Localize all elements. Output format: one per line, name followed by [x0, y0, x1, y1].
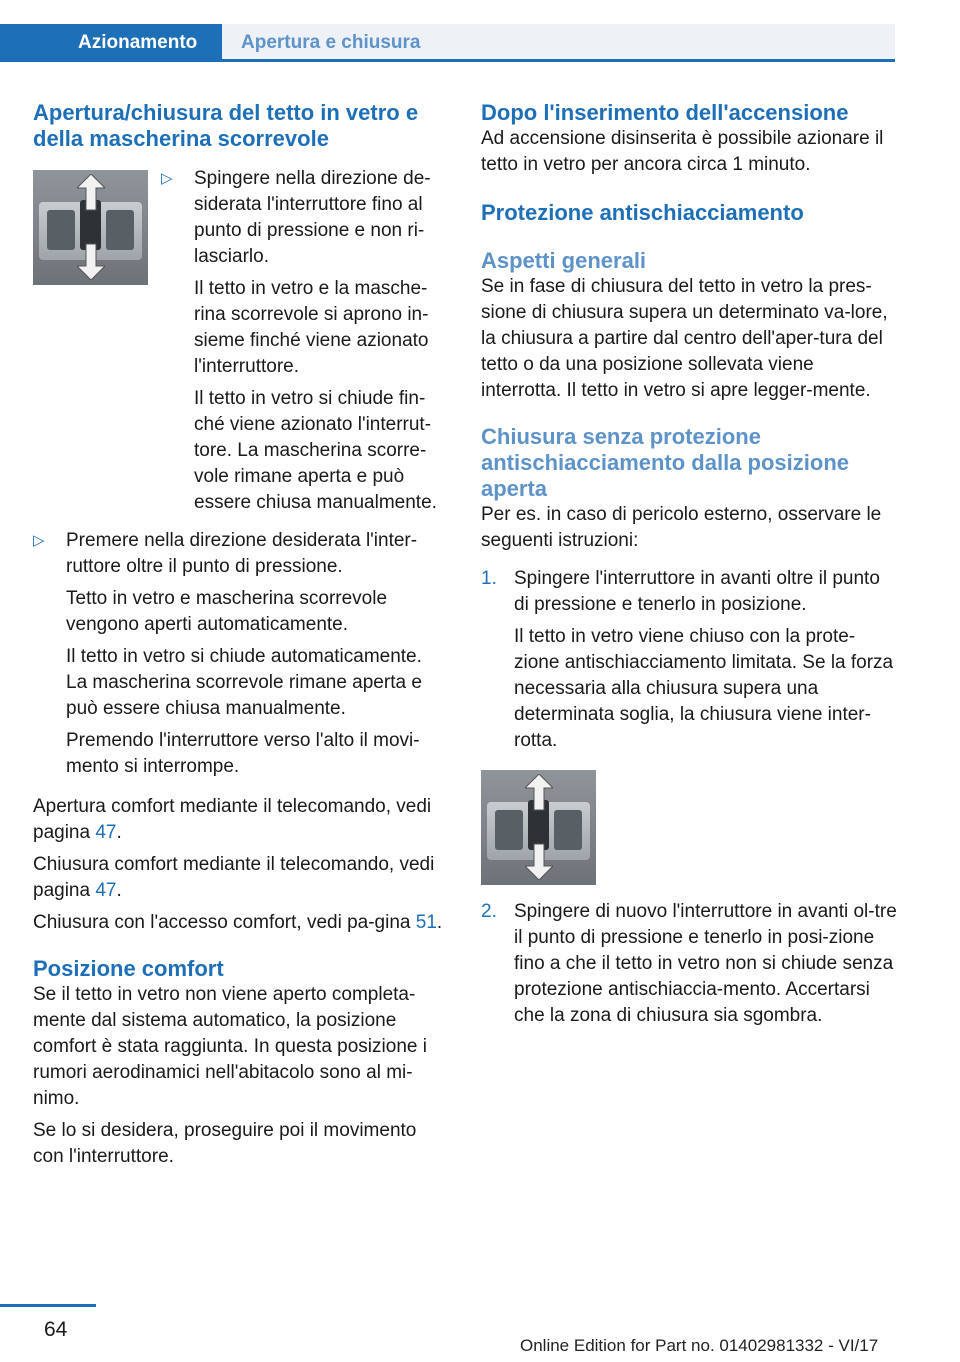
tab-apertura-chiusura[interactable]: Apertura e chiusura — [222, 24, 895, 59]
reference-accesso-comfort: Chiusura con l'accesso comfort, vedi pa-gina 51. — [33, 912, 443, 933]
bullet-item-2 — [33, 528, 448, 780]
aspetti-paragraph: Se in fase di chiusura del tetto in vetro la pres-sione di chiusura supera un determinato va-lore, la chiusura a partire dal centro dell'aper-tura del tetto o da una posizione sollevata viene interrotta. Il tetto in vetro si apre legger-mente. — [481, 276, 888, 401]
reference-chiusura-comfort: Chiusura comfort mediante il telecomando, vedi pagina 47. — [33, 854, 435, 901]
page-link-51[interactable]: 51 — [415, 912, 437, 933]
bullet1-text-2: Il tetto in vetro e la masche-rina scorrevole si aprono in-sieme finché viene azionato l'interruttore. — [194, 278, 429, 377]
step-1 — [481, 566, 897, 754]
subsection-chiusura-senza-protezione: Chiusura senza protezione antischiacciamento dalla posizione aperta — [481, 424, 849, 501]
switch-photo — [33, 170, 148, 285]
section-title-apertura: Apertura/chiusura del tetto in vetro e della mascherina scorrevole — [33, 100, 419, 151]
reference-text: Chiusura comfort mediante il telecomando, vedi pagina — [33, 854, 435, 901]
bullet1-text-1: Spingere nella direzione de-siderata l'interruttore fino al punto di pressione e non ri-lasciarlo. — [194, 168, 431, 267]
left-column — [33, 100, 448, 1170]
step-2 — [481, 899, 897, 1029]
comfort-paragraph-2: Se lo si desidera, proseguire poi il movimento con l'interruttore. — [33, 1120, 417, 1167]
header-tabs — [0, 24, 895, 62]
console-button-left — [47, 210, 75, 250]
right-column — [481, 100, 897, 1029]
bullet2-text-1: Premere nella direzione desiderata l'inter-ruttore oltre il punto di pressione. — [66, 530, 418, 577]
bullet-triangle-icon: ▷ — [33, 532, 45, 549]
step-number: 1. — [481, 568, 497, 589]
console-button-left — [495, 810, 523, 850]
page-link-47[interactable]: 47 — [95, 822, 117, 843]
step-number: 2. — [481, 901, 497, 922]
subsection-aspetti-generali: Aspetti generali — [481, 248, 647, 273]
page-link-47[interactable]: 47 — [95, 880, 117, 901]
reference-text: Apertura comfort mediante il telecomando, vedi pagina — [33, 796, 432, 843]
step2-text-1: Spingere di nuovo l'interruttore in avanti ol-tre il punto di pressione e tenerlo in posi-zione fino a che il tetto in vetro non si chiude senza protezione antischiaccia-mento. Accertarsi che la zona di chiusura sia sgombra. — [514, 901, 897, 1026]
bullet2-text-4: Premendo l'interruttore verso l'alto il movi-mento si interrompe. — [66, 730, 420, 777]
comfort-paragraph-1: Se il tetto in vetro non viene aperto completa-mente dal sistema automatico, la posizione comfort è stata raggiunta. In questa posizione i rumori aerodinamici nell'abitacolo sono al mi-nimo. — [33, 984, 427, 1109]
bullet-item-1 — [161, 166, 448, 516]
step1-text-1: Spingere l'interruttore in avanti oltre il punto di pressione e tenerlo in posizione. — [514, 568, 880, 615]
bullet1-text-3: Il tetto in vetro si chiude fin-ché viene azionato l'interrut-tore. La mascherina scorre-vole rimane aperta e può essere chiusa manualmente. — [194, 388, 437, 513]
step1-text-2: Il tetto in vetro viene chiuso con la prote-zione antischiacciamento limitata. Se la forza necessaria alla chiusura supera una determinata soglia, la chiusura viene inter-rotta. — [514, 626, 894, 751]
bullet2-text-2: Tetto in vetro e mascherina scorrevole vengono aperti automaticamente. — [66, 588, 388, 635]
bullet-triangle-icon: ▷ — [161, 170, 173, 187]
reference-text: Chiusura con l'accesso comfort, vedi pa-gina — [33, 912, 416, 933]
switch-photo-2 — [481, 770, 596, 885]
chiusura-intro: Per es. in caso di pericolo esterno, osservare le seguenti istruzioni: — [481, 504, 882, 551]
section-title-posizione-comfort: Posizione comfort — [33, 956, 224, 981]
up-down-arrow-icon — [525, 774, 553, 880]
console-button-right — [106, 210, 134, 250]
section-title-accensione: Dopo l'inserimento dell'accensione — [481, 100, 849, 125]
up-down-arrow-icon — [77, 174, 105, 280]
edition-note: Online Edition for Part no. 01402981332 - VI/17 — [520, 1336, 879, 1355]
console-button-right — [554, 810, 582, 850]
page-number: 64 — [44, 1318, 68, 1341]
header-rule — [0, 59, 895, 62]
footer-rule — [0, 1304, 96, 1307]
bullet2-text-3: Il tetto in vetro si chiude automaticamente. La mascherina scorrevole rimane aperta e può essere chiusa manualmente. — [66, 646, 422, 719]
section-title-protezione: Protezione antischiacciamento — [481, 200, 804, 225]
reference-apertura-comfort: Apertura comfort mediante il telecomando, vedi pagina 47. — [33, 796, 432, 843]
tab-azionamento[interactable]: Azionamento — [0, 24, 222, 62]
bullet-with-image — [33, 166, 448, 516]
accensione-paragraph: Ad accensione disinserita è possibile azionare il tetto in vetro per ancora circa 1 minuto. — [481, 128, 884, 175]
